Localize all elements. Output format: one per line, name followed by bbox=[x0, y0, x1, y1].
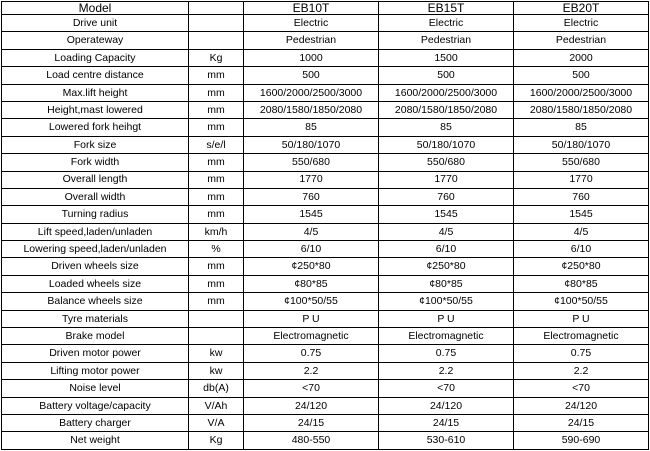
row-unit: mm bbox=[189, 188, 244, 205]
row-value-eb15t: Electric bbox=[379, 15, 514, 32]
row-value-eb20t: 500 bbox=[514, 67, 649, 84]
row-value-eb10t: 50/180/1070 bbox=[244, 136, 379, 153]
row-value-eb20t: 24/120 bbox=[514, 397, 649, 414]
row-value-eb15t: ¢100*50/55 bbox=[379, 293, 514, 310]
row-value-eb20t: 1600/2000/2500/3000 bbox=[514, 84, 649, 101]
row-value-eb20t: P U bbox=[514, 310, 649, 327]
row-label: Fork width bbox=[2, 154, 189, 171]
row-value-eb20t: 590-690 bbox=[514, 432, 649, 450]
row-value-eb20t: ¢250*80 bbox=[514, 258, 649, 275]
row-value-eb15t: 6/10 bbox=[379, 241, 514, 258]
header-model-eb15t: EB15T bbox=[379, 2, 514, 15]
row-value-eb10t: 24/120 bbox=[244, 397, 379, 414]
row-value-eb20t: 50/180/1070 bbox=[514, 136, 649, 153]
row-label: Battery voltage/capacity bbox=[2, 397, 189, 414]
table-row bbox=[2, 432, 649, 450]
table-row bbox=[2, 362, 649, 379]
row-unit: Kg bbox=[189, 432, 244, 450]
row-label: Drive unit bbox=[2, 15, 189, 32]
row-value-eb20t: ¢80*85 bbox=[514, 275, 649, 292]
table-row bbox=[2, 84, 649, 101]
row-value-eb10t: 480-550 bbox=[244, 432, 379, 450]
row-unit: db(A) bbox=[189, 380, 244, 397]
table-row bbox=[2, 310, 649, 327]
row-label: Fork size bbox=[2, 136, 189, 153]
table-row bbox=[2, 414, 649, 431]
row-value-eb10t: P U bbox=[244, 310, 379, 327]
row-unit: mm bbox=[189, 171, 244, 188]
row-value-eb15t: 0.75 bbox=[379, 345, 514, 362]
spec-body bbox=[2, 15, 649, 450]
row-label: Turning radius bbox=[2, 206, 189, 223]
row-value-eb10t: Electric bbox=[244, 15, 379, 32]
row-value-eb10t: 760 bbox=[244, 188, 379, 205]
row-value-eb15t: 1770 bbox=[379, 171, 514, 188]
row-label: Loaded wheels size bbox=[2, 275, 189, 292]
row-value-eb20t: 1770 bbox=[514, 171, 649, 188]
row-value-eb15t: P U bbox=[379, 310, 514, 327]
table-row bbox=[2, 258, 649, 275]
row-value-eb15t: 24/15 bbox=[379, 414, 514, 431]
row-value-eb20t: 0.75 bbox=[514, 345, 649, 362]
row-value-eb10t: Electromagnetic bbox=[244, 328, 379, 345]
row-value-eb15t: 1600/2000/2500/3000 bbox=[379, 84, 514, 101]
row-unit: mm bbox=[189, 67, 244, 84]
table-row bbox=[2, 241, 649, 258]
row-value-eb10t: 2.2 bbox=[244, 362, 379, 379]
row-value-eb10t: 1600/2000/2500/3000 bbox=[244, 84, 379, 101]
table-row bbox=[2, 397, 649, 414]
row-value-eb20t: 85 bbox=[514, 119, 649, 136]
row-value-eb15t: ¢80*85 bbox=[379, 275, 514, 292]
row-value-eb20t: 6/10 bbox=[514, 241, 649, 258]
row-value-eb15t: Pedestrian bbox=[379, 32, 514, 49]
table-row bbox=[2, 136, 649, 153]
row-value-eb20t: 550/680 bbox=[514, 154, 649, 171]
row-unit: Kg bbox=[189, 49, 244, 66]
table-row bbox=[2, 188, 649, 205]
row-label: Overall length bbox=[2, 171, 189, 188]
header-model-eb10t: EB10T bbox=[244, 2, 379, 15]
table-row bbox=[2, 171, 649, 188]
row-value-eb10t: 550/680 bbox=[244, 154, 379, 171]
row-label: Net weight bbox=[2, 432, 189, 450]
row-value-eb10t: ¢100*50/55 bbox=[244, 293, 379, 310]
row-label: Overall width bbox=[2, 188, 189, 205]
row-unit: mm bbox=[189, 101, 244, 118]
header-label: Model bbox=[2, 2, 189, 15]
row-value-eb20t: Electric bbox=[514, 15, 649, 32]
table-row bbox=[2, 119, 649, 136]
row-value-eb10t: 4/5 bbox=[244, 223, 379, 240]
row-unit: mm bbox=[189, 84, 244, 101]
row-value-eb15t: 530-610 bbox=[379, 432, 514, 450]
table-row bbox=[2, 101, 649, 118]
row-value-eb10t: 500 bbox=[244, 67, 379, 84]
row-value-eb20t: 24/15 bbox=[514, 414, 649, 431]
row-unit: V/Ah bbox=[189, 397, 244, 414]
row-label: Operateway bbox=[2, 32, 189, 49]
row-unit: mm bbox=[189, 258, 244, 275]
row-value-eb20t: 760 bbox=[514, 188, 649, 205]
row-value-eb10t: 0.75 bbox=[244, 345, 379, 362]
row-unit bbox=[189, 15, 244, 32]
spec-table bbox=[1, 1, 649, 450]
row-value-eb10t: ¢250*80 bbox=[244, 258, 379, 275]
row-value-eb20t: 1545 bbox=[514, 206, 649, 223]
row-label: Driven motor power bbox=[2, 345, 189, 362]
row-unit bbox=[189, 32, 244, 49]
row-unit: kw bbox=[189, 345, 244, 362]
row-value-eb15t: ¢250*80 bbox=[379, 258, 514, 275]
row-unit: V/A bbox=[189, 414, 244, 431]
row-unit: mm bbox=[189, 275, 244, 292]
table-row bbox=[2, 328, 649, 345]
row-unit bbox=[189, 310, 244, 327]
row-value-eb15t: 24/120 bbox=[379, 397, 514, 414]
row-label: Driven wheels size bbox=[2, 258, 189, 275]
row-value-eb10t: 1770 bbox=[244, 171, 379, 188]
row-label: Lowered fork heihgt bbox=[2, 119, 189, 136]
row-value-eb15t: 2080/1580/1850/2080 bbox=[379, 101, 514, 118]
row-value-eb10t: ¢80*85 bbox=[244, 275, 379, 292]
row-value-eb10t: 1545 bbox=[244, 206, 379, 223]
table-row bbox=[2, 275, 649, 292]
row-value-eb20t: <70 bbox=[514, 380, 649, 397]
row-value-eb20t: Pedestrian bbox=[514, 32, 649, 49]
row-label: Height,mast lowered bbox=[2, 101, 189, 118]
row-value-eb15t: 1500 bbox=[379, 49, 514, 66]
table-row bbox=[2, 67, 649, 84]
row-value-eb15t: <70 bbox=[379, 380, 514, 397]
table-row bbox=[2, 32, 649, 49]
row-unit: kw bbox=[189, 362, 244, 379]
row-unit: % bbox=[189, 241, 244, 258]
table-row bbox=[2, 15, 649, 32]
row-value-eb20t: 2080/1580/1850/2080 bbox=[514, 101, 649, 118]
row-label: Lifting motor power bbox=[2, 362, 189, 379]
header-model-eb20t: EB20T bbox=[514, 2, 649, 15]
row-unit: km/h bbox=[189, 223, 244, 240]
row-unit: mm bbox=[189, 293, 244, 310]
table-row bbox=[2, 380, 649, 397]
row-unit: mm bbox=[189, 119, 244, 136]
row-unit: mm bbox=[189, 154, 244, 171]
table-row bbox=[2, 293, 649, 310]
row-label: Lift speed,laden/unladen bbox=[2, 223, 189, 240]
row-label: Max.lift height bbox=[2, 84, 189, 101]
row-label: Balance wheels size bbox=[2, 293, 189, 310]
row-value-eb15t: 85 bbox=[379, 119, 514, 136]
row-value-eb15t: Electromagnetic bbox=[379, 328, 514, 345]
row-value-eb15t: 50/180/1070 bbox=[379, 136, 514, 153]
row-value-eb20t: 2.2 bbox=[514, 362, 649, 379]
row-value-eb15t: 500 bbox=[379, 67, 514, 84]
row-unit bbox=[189, 328, 244, 345]
row-label: Tyre materials bbox=[2, 310, 189, 327]
row-value-eb10t: 6/10 bbox=[244, 241, 379, 258]
row-label: Brake model bbox=[2, 328, 189, 345]
row-label: Loading Capacity bbox=[2, 49, 189, 66]
row-value-eb10t: Pedestrian bbox=[244, 32, 379, 49]
table-row bbox=[2, 345, 649, 362]
header-row bbox=[2, 2, 649, 15]
row-value-eb10t: 24/15 bbox=[244, 414, 379, 431]
row-value-eb15t: 4/5 bbox=[379, 223, 514, 240]
row-value-eb15t: 2.2 bbox=[379, 362, 514, 379]
row-label: Load centre distance bbox=[2, 67, 189, 84]
row-value-eb10t: 2080/1580/1850/2080 bbox=[244, 101, 379, 118]
table-row bbox=[2, 223, 649, 240]
row-value-eb20t: Electromagnetic bbox=[514, 328, 649, 345]
table-row bbox=[2, 206, 649, 223]
row-value-eb20t: ¢100*50/55 bbox=[514, 293, 649, 310]
row-value-eb10t: <70 bbox=[244, 380, 379, 397]
row-value-eb10t: 1000 bbox=[244, 49, 379, 66]
row-value-eb10t: 85 bbox=[244, 119, 379, 136]
row-label: Battery charger bbox=[2, 414, 189, 431]
row-unit: mm bbox=[189, 206, 244, 223]
header-unit bbox=[189, 2, 244, 15]
row-value-eb15t: 760 bbox=[379, 188, 514, 205]
row-unit: s/e/l bbox=[189, 136, 244, 153]
row-value-eb15t: 550/680 bbox=[379, 154, 514, 171]
row-value-eb20t: 4/5 bbox=[514, 223, 649, 240]
row-label: Lowering speed,laden/unladen bbox=[2, 241, 189, 258]
table-row bbox=[2, 49, 649, 66]
row-value-eb20t: 2000 bbox=[514, 49, 649, 66]
table-row bbox=[2, 154, 649, 171]
row-label: Noise level bbox=[2, 380, 189, 397]
row-value-eb15t: 1545 bbox=[379, 206, 514, 223]
